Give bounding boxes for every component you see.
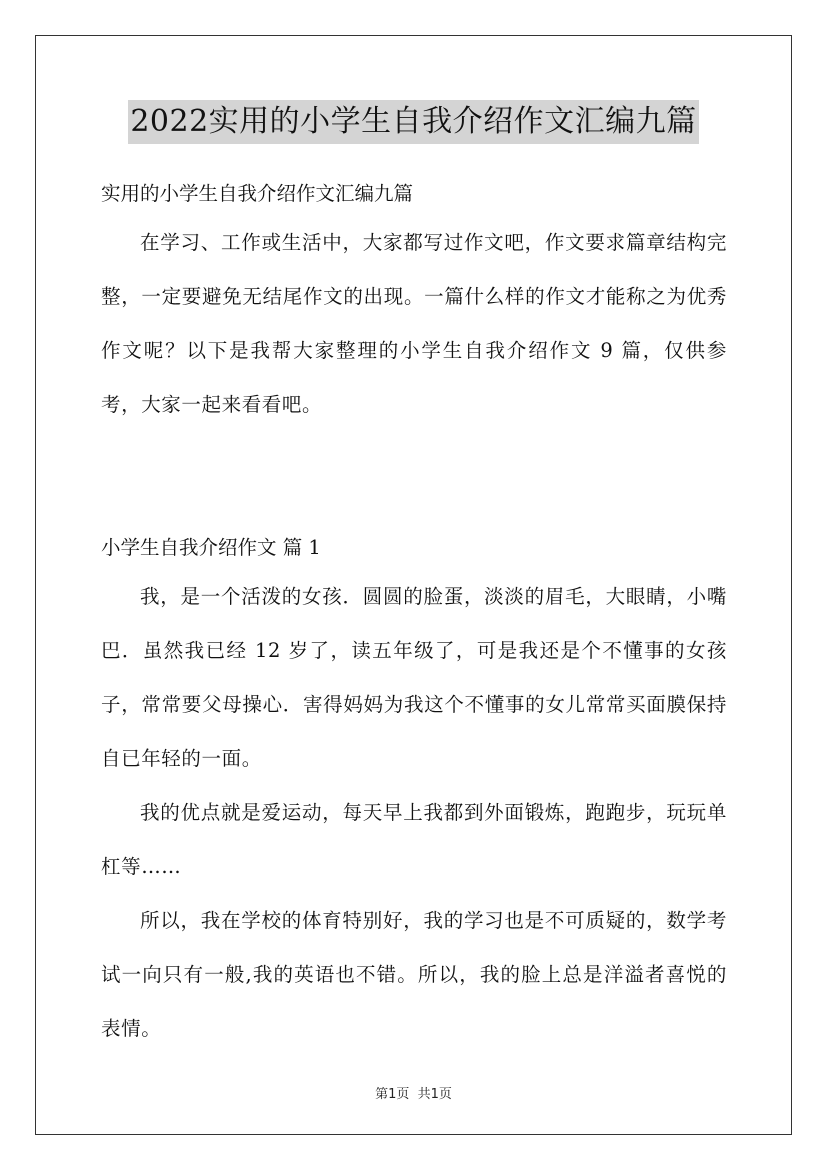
page-total: 共1页 (417, 1087, 452, 1102)
page-footer (0, 1083, 827, 1102)
body-paragraph: 我，是一个活泼的女孩．圆圆的脸蛋，淡淡的眉毛，大眼睛，小嘴巴．虽然我已经 12 岁了，读五年级了，可是我还是个不懂事的女孩子，常常要父母操心．害得妈妈为我这个不懂事的女儿常常买面膜保持自已年轻的一面。 (101, 585, 727, 770)
intro-paragraph: 在学习、工作或生活中，大家都写过作文吧，作文要求篇章结构完整，一定要避免无结尾作文的出现。一篇什么样的作文才能称之为优秀作文呢？以下是我帮大家整理的小学生自我介绍作文 9 篇，仅供参考，大家一起来看看吧。 (101, 231, 727, 416)
title-container (0, 100, 827, 144)
page-number: 第1页 (375, 1087, 410, 1102)
document-title: 2022实用的小学生自我介绍作文汇编九篇 (128, 100, 698, 144)
spacer (101, 486, 727, 526)
spacer (101, 432, 727, 486)
body-paragraph: 所以，我在学校的体育特别好，我的学习也是不可质疑的，数学考试一向只有一般,我的英语也不错。所以，我的脸上总是洋溢者喜悦的表情。 (101, 909, 727, 1040)
document-subtitle: 实用的小学生自我介绍作文汇编九篇 (101, 182, 414, 205)
body-paragraph: 我的优点就是爱运动，每天早上我都到外面锻炼，跑跑步，玩玩单杠等…… (101, 801, 727, 878)
document-body (101, 172, 727, 1056)
section-heading: 小学生自我介绍作文 篇 1 (101, 536, 321, 559)
